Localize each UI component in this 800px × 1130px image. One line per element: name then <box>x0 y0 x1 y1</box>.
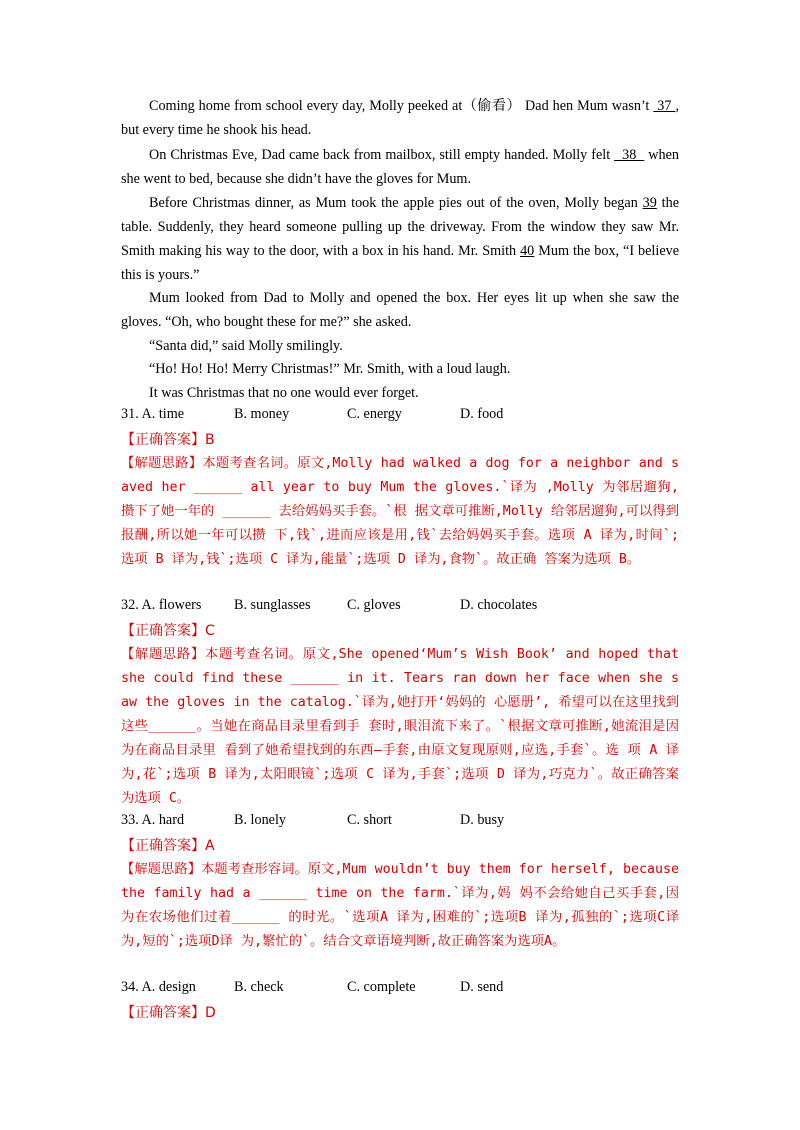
option-c: C. complete <box>347 979 416 995</box>
text-run: , but every time he shook his head. <box>121 98 680 138</box>
text-run: Mum the box, “I believe this is yours.” <box>121 243 680 283</box>
answer-label-34: 【正确答案】D <box>121 1005 216 1021</box>
option-d: D. chocolates <box>460 597 538 613</box>
passage-paragraph-6: “Ho! Ho! Ho! Merry Christmas!” Mr. Smith, with a loud laugh. <box>149 361 511 377</box>
passage-paragraph-1 <box>121 94 679 142</box>
passage-paragraph-4: Mum looked from Dad to Molly and opened the box. Her eyes lit up when she saw the gloves. “Oh, who bought these for me?” she asked. <box>121 290 679 330</box>
option-a: 34. A. design <box>121 979 196 995</box>
answer-label-31: 【正确答案】B <box>121 432 215 448</box>
option-d: D. food <box>460 406 504 422</box>
analysis-31 <box>121 452 679 572</box>
option-c: C. gloves <box>347 597 401 613</box>
text-run: when she went to bed, because she didn’t have the gloves for Mum. <box>121 147 679 187</box>
analysis-head: 【解题思路】 <box>121 862 202 877</box>
option-a: 31. A. time <box>121 406 185 422</box>
analysis-head: 【解题思路】 <box>121 456 203 471</box>
blank-39: 39 <box>642 195 657 211</box>
blank-38: 38 <box>614 147 645 163</box>
option-c: C. energy <box>347 406 402 422</box>
answer-label-33: 【正确答案】A <box>121 838 215 854</box>
analysis-33 <box>121 858 679 954</box>
analysis-text: 本题考查名词。原文,Molly had walked a dog for a neighbor and saved her ______ all year to buy Mum the gloves.`译为 ,Molly 为邻居遛狗,攒下了她一年的 ______ 去给妈妈买手套。`根 据文章可推断,Molly 给邻居遛狗,可以得到报酬,所以她一年可以攒 下,钱`,进而应该是用,钱`去给妈妈买手套。选项 A 译为,时间`; 选项 B 译为,钱`;选项 C 译为,能量`;选项 D 译为,食物`。故正确 答案为选项 B。 <box>121 456 679 567</box>
passage-paragraph-3 <box>121 191 679 287</box>
option-b: B. check <box>234 979 284 995</box>
option-a: 32. A. flowers <box>121 597 202 613</box>
analysis-head: 【解题思路】 <box>121 647 205 662</box>
option-b: B. lonely <box>234 812 287 828</box>
option-d: D. send <box>460 979 504 995</box>
text-run: On Christmas Eve, Dad came back from mailbox, still empty handed. Molly felt <box>149 147 615 163</box>
option-b: B. money <box>234 406 290 422</box>
passage-paragraph-7: It was Christmas that no one would ever forget. <box>149 385 419 401</box>
blank-40: 40 <box>520 243 535 259</box>
blank-37: 37 <box>653 98 676 114</box>
option-b: B. sunglasses <box>234 597 311 613</box>
analysis-32 <box>121 643 679 811</box>
text-run: Before Christmas dinner, as Mum took the apple pies out of the oven, Molly began <box>149 195 643 211</box>
analysis-text: 本题考查名词。原文,She opened‘Mum’s Wish Book’ and hoped that she could find these ______ in it. Tears ran down her face when she saw the gloves in the catalog.`译为,她打开‘妈妈的 心愿册’, 希望可以在这里找到这些______。当她在商品目录里看到手 套时,眼泪流下来了。`根据文章可推断,她流泪是因为在商品目录里 看到了她希望找到的东西—手套,由原文复现原则,应选,手套`。选 项 A 译为,花`;选项 B 译为,太阳眼镜`;选项 C 译为,手套`;选项 D 译为,巧克力`。故正确答案为选项 C。 <box>121 647 680 806</box>
passage-paragraph-5: “Santa did,” said Molly smilingly. <box>149 338 343 354</box>
option-d: D. busy <box>460 812 505 828</box>
answer-label-32: 【正确答案】C <box>121 623 215 639</box>
analysis-text: 本题考查形容词。原文,Mum wouldn’t buy them for herself, because the family had a ______ time on the farm.`译为,妈 妈不会给她自己买手套,因为在农场他们过着______ 的时光。`选项A 译为,困难的`;选项B 译为,孤独的`;选项C译为,短的`;选项D译 为,繁忙的`。结合文章语境判断,故正确答案为选项A。 <box>121 862 680 949</box>
option-a: 33. A. hard <box>121 812 185 828</box>
text-run: the table. Suddenly, they heard someone pulling up the driveway. From the window they saw Mr. Smith making his way to the door, with a box in his hand. Mr. Smith <box>121 195 679 259</box>
option-c: C. short <box>347 812 392 828</box>
text-run: Coming home from school every day, Molly peeked at（偷看） Dad hen Mum wasn’t <box>149 98 654 114</box>
passage-paragraph-2 <box>121 143 679 191</box>
